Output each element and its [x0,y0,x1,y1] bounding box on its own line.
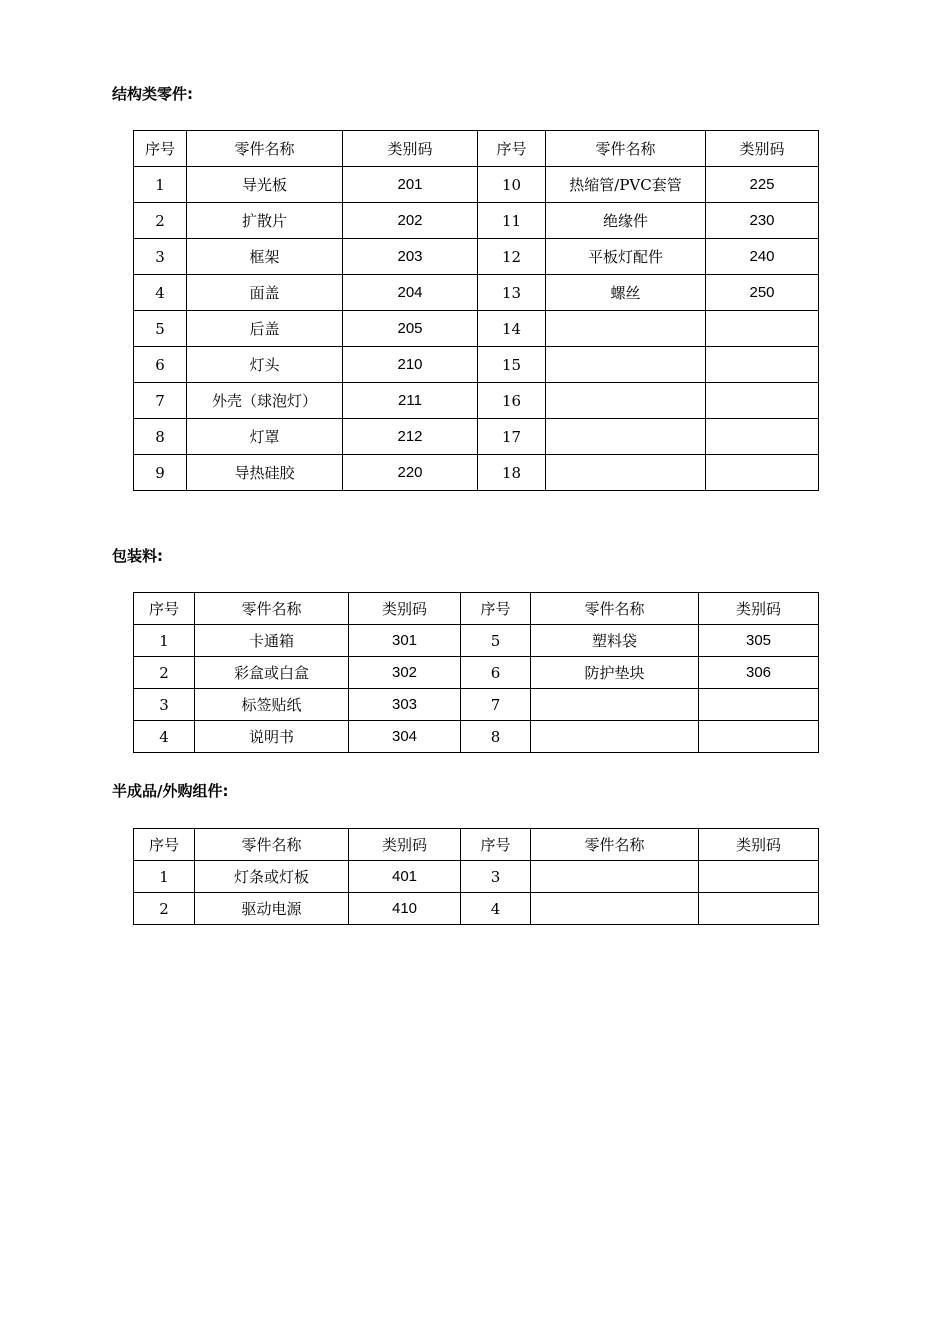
header-category-code: 类别码 [699,593,819,625]
category-code-cell [706,383,819,419]
packaging-table [133,592,819,753]
seq-cell: 1 [134,625,195,657]
seq-cell: 14 [478,311,546,347]
part-name-cell [531,861,699,893]
category-code-cell: 240 [706,239,819,275]
part-name-cell [546,383,706,419]
part-name-cell: 导热硅胶 [187,455,343,491]
category-code-cell [706,311,819,347]
header-seq: 序号 [461,829,531,861]
header-seq: 序号 [134,593,195,625]
part-name-cell: 外壳（球泡灯） [187,383,343,419]
seq-cell: 2 [134,893,195,925]
part-name-cell: 平板灯配件 [546,239,706,275]
table-row [134,721,819,753]
part-name-cell [546,311,706,347]
category-code-cell: 204 [343,275,478,311]
category-code-cell [699,861,819,893]
part-name-cell: 框架 [187,239,343,275]
seq-cell: 16 [478,383,546,419]
structural-parts-title: 结构类零件: [112,85,193,103]
header-seq: 序号 [134,829,195,861]
table-row [134,167,819,203]
category-code-cell [699,721,819,753]
seq-cell: 17 [478,419,546,455]
seq-cell: 6 [134,347,187,383]
seq-cell: 4 [134,721,195,753]
category-code-cell: 203 [343,239,478,275]
seq-cell: 3 [134,239,187,275]
part-name-cell [531,893,699,925]
category-code-cell: 210 [343,347,478,383]
table-row [134,689,819,721]
header-part-name: 零件名称 [187,131,343,167]
semi-finished-table [133,828,819,925]
category-code-cell: 225 [706,167,819,203]
category-code-cell [706,419,819,455]
seq-cell: 7 [134,383,187,419]
header-row [134,593,819,625]
seq-cell: 8 [134,419,187,455]
table-row [134,311,819,347]
seq-cell: 2 [134,657,195,689]
seq-cell: 5 [461,625,531,657]
category-code-cell: 306 [699,657,819,689]
part-name-cell: 螺丝 [546,275,706,311]
seq-cell: 9 [134,455,187,491]
header-part-name: 零件名称 [195,593,349,625]
part-name-cell: 灯条或灯板 [195,861,349,893]
part-name-cell: 塑料袋 [531,625,699,657]
seq-cell: 5 [134,311,187,347]
category-code-cell [699,893,819,925]
table-row [134,625,819,657]
category-code-cell: 401 [349,861,461,893]
table-row [134,275,819,311]
seq-cell: 2 [134,203,187,239]
header-part-name: 零件名称 [195,829,349,861]
part-name-cell: 卡通箱 [195,625,349,657]
header-category-code: 类别码 [699,829,819,861]
category-code-cell: 211 [343,383,478,419]
category-code-cell: 304 [349,721,461,753]
part-name-cell: 标签贴纸 [195,689,349,721]
seq-cell: 11 [478,203,546,239]
header-seq: 序号 [461,593,531,625]
table-row [134,893,819,925]
table-row [134,347,819,383]
category-code-cell: 205 [343,311,478,347]
category-code-cell: 301 [349,625,461,657]
seq-cell: 6 [461,657,531,689]
seq-cell: 18 [478,455,546,491]
category-code-cell [706,455,819,491]
semi-finished-title: 半成品/外购组件: [112,782,229,800]
seq-cell: 10 [478,167,546,203]
category-code-cell: 201 [343,167,478,203]
header-row [134,131,819,167]
seq-cell: 1 [134,167,187,203]
part-name-cell [546,455,706,491]
part-name-cell: 热缩管/PVC套管 [546,167,706,203]
part-name-cell: 后盖 [187,311,343,347]
category-code-cell [699,689,819,721]
header-category-code: 类别码 [343,131,478,167]
seq-cell: 1 [134,861,195,893]
part-name-cell: 绝缘件 [546,203,706,239]
category-code-cell [706,347,819,383]
seq-cell: 3 [461,861,531,893]
part-name-cell: 扩散片 [187,203,343,239]
part-name-cell [531,689,699,721]
seq-cell: 12 [478,239,546,275]
header-seq: 序号 [478,131,546,167]
part-name-cell [531,721,699,753]
table-row [134,239,819,275]
header-seq: 序号 [134,131,187,167]
part-name-cell: 灯罩 [187,419,343,455]
table-row [134,203,819,239]
part-name-cell: 面盖 [187,275,343,311]
category-code-cell: 212 [343,419,478,455]
header-part-name: 零件名称 [546,131,706,167]
seq-cell: 3 [134,689,195,721]
seq-cell: 4 [461,893,531,925]
table-row [134,419,819,455]
category-code-cell: 410 [349,893,461,925]
header-part-name: 零件名称 [531,593,699,625]
seq-cell: 4 [134,275,187,311]
part-name-cell: 灯头 [187,347,343,383]
seq-cell: 8 [461,721,531,753]
part-name-cell: 导光板 [187,167,343,203]
seq-cell: 13 [478,275,546,311]
category-code-cell: 303 [349,689,461,721]
header-category-code: 类别码 [349,829,461,861]
packaging-title: 包装料: [112,547,163,565]
table-row [134,383,819,419]
header-part-name: 零件名称 [531,829,699,861]
seq-cell: 7 [461,689,531,721]
part-name-cell [546,347,706,383]
table-row [134,861,819,893]
part-name-cell: 驱动电源 [195,893,349,925]
category-code-cell: 220 [343,455,478,491]
category-code-cell: 250 [706,275,819,311]
table-row [134,657,819,689]
category-code-cell: 305 [699,625,819,657]
header-category-code: 类别码 [349,593,461,625]
part-name-cell [546,419,706,455]
part-name-cell: 说明书 [195,721,349,753]
table-row [134,455,819,491]
seq-cell: 15 [478,347,546,383]
category-code-cell: 230 [706,203,819,239]
category-code-cell: 202 [343,203,478,239]
part-name-cell: 防护垫块 [531,657,699,689]
category-code-cell: 302 [349,657,461,689]
part-name-cell: 彩盒或白盒 [195,657,349,689]
structural-parts-table [133,130,819,491]
header-category-code: 类别码 [706,131,819,167]
header-row [134,829,819,861]
